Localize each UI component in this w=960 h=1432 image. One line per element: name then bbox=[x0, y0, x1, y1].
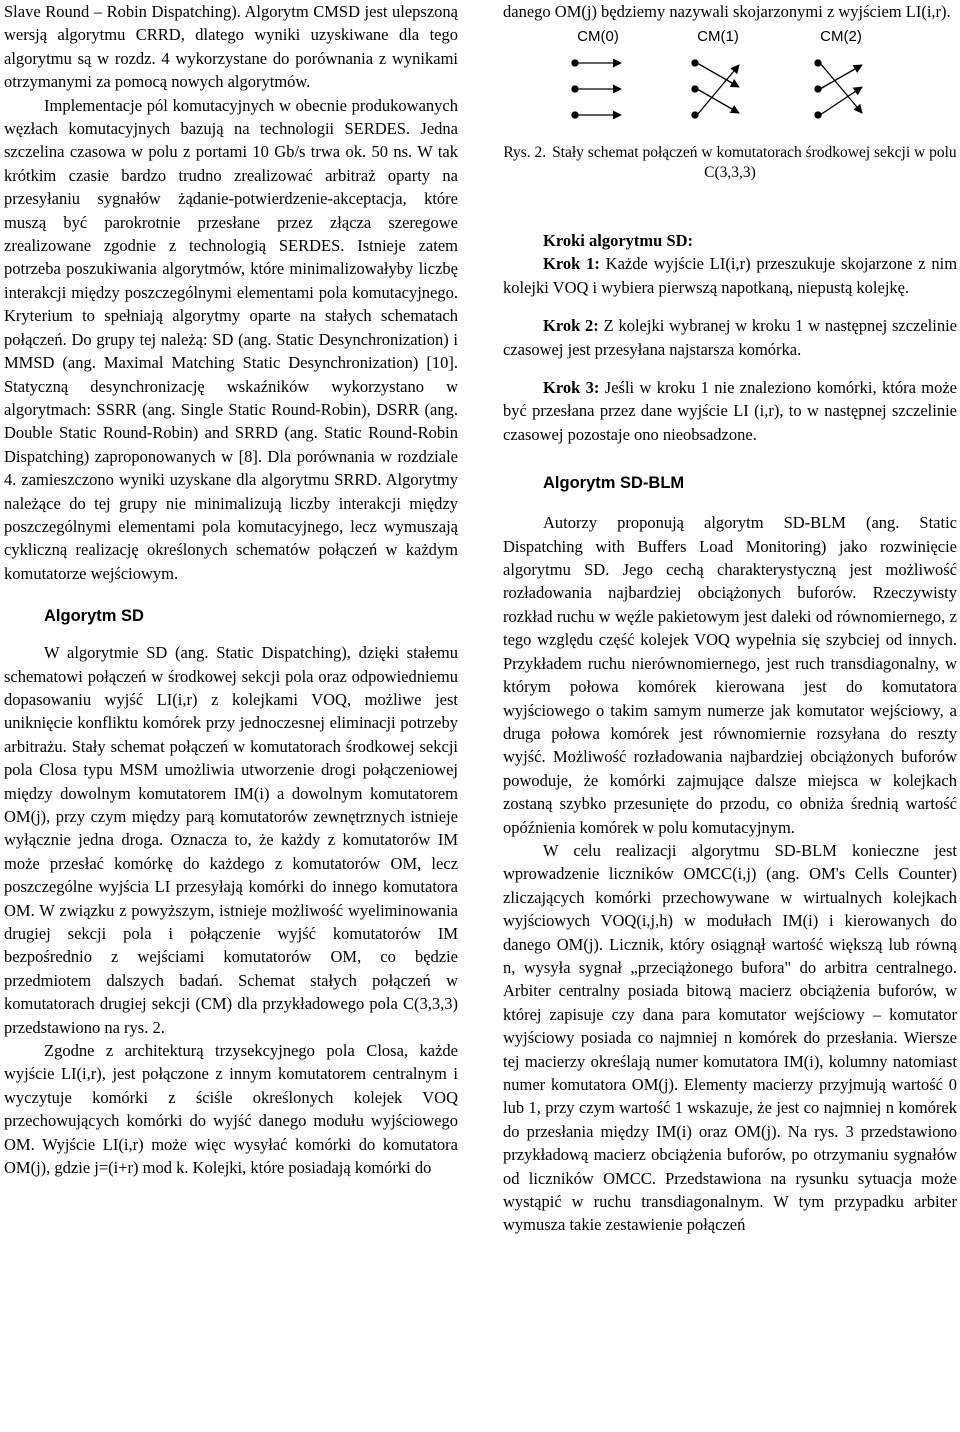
step-2 bbox=[503, 314, 957, 361]
step-3 bbox=[503, 376, 957, 446]
cm0-label: CM(0) bbox=[577, 28, 619, 46]
cm-connection-diagram bbox=[563, 27, 943, 141]
paragraph-sd-blm-intro: Autorzy proponują algorytm SD-BLM (ang. Static Dispatching with Buffers Load Monitoring) jako rozwinięcie algorytmu SD. Jego cechą charakterystyczną jest możliwość rozładowania najbardziej obciążonych buforów. Rzeczywisty rozkład ruchu w węźle pakietowym jest daleki od równomiernego, z tego względu część kolejek VOQ wypełnia się szybciej od innych. Przykładem ruchu nierównomiernego, jest ruch transdiagonalny, w którym połowa komórek kierowana jest do komutatora wyjściowego o takim samym numerze jak komutator wejściowy, a druga połowa komórek jest równomiernie rozsyłana do reszty wyjść. Możliwość rozładowania najbardziej obciążonych buforów powoduje, że komórki zajmujące dalsze miejsca w kolejkach zostaną szybko przesunięte do przodu, co obniża średnią wartość opóźnienia komórek w polu komutacyjnym. bbox=[503, 513, 957, 837]
cm2-switch bbox=[815, 60, 862, 118]
paragraph-omcc: W celu realizacji algorytmu SD-BLM konieczne jest wprowadzenie liczników OMCC(i,j) (ang. OM's Cells Counter) zliczających komórki przechowywane w wirtualnych kolejkach wyjściowych VOQ(i,j,h) w modułach IM(i) i kierowanych do danego OM(j). Licznik, który osiągnął wartość większą lub równą n, wysyła sygnał „przeciążonego bufora" do arbitra centralnego. Arbiter centralny posiada bitową macierz obciążenia buforów, w której zapisuje czy dana para komutator wejściowy – komutator wyjściowy posiada co najmniej n komórek do przesłania. Wiersze tej macierzy określają numer komutatora IM(i), kolumny natomiast numer komutatora OM(j). Elementy macierzy przyjmują wartość 0 lub 1, przy czym wartość 1 wskazuje, że jest co najmniej n komórek do przesłania między IM(i) oraz OM(j). Na rys. 3 przedstawiono przykładową macierz obciążenia buforów, po otrzymaniu sygnałów od liczników OMCC. Przedstawiona na rysunku sytuacja może wystąpić w ruchu transdiagonalnym. W tym przypadku arbiter wymusza takie zestawienie połączeń bbox=[503, 840, 957, 1235]
spacer bbox=[503, 183, 957, 205]
paragraph-closa: Zgodne z architekturą trzysekcyjnego pola Closa, każde wyjście LI(i,r), jest połączone z innym komutatorem centralnym i wyczytuje komórki z ściśle określonych kolejek VOQ przechowujących komórki do wyjść danego modułu wyjściowego OM. Wyjście LI(i,r) może więc wysyłać komórki do komutatora OM(j), gdzie j=(i+r) mod k. Kolejki, które posiadają komórki do bbox=[4, 1041, 458, 1178]
cm2-label: CM(2) bbox=[820, 28, 862, 46]
left-column bbox=[4, 0, 458, 1180]
paragraph-continuation: Slave Round – Robin Dispatching). Algorytm CMSD jest ulepszoną wersją algorytmu CRRD, dlatego wyniki uzyskiwane dla tego algorytmu są w rozdz. 4 wykorzystane do porównania z wynikami otrzymanymi za pomocą nowych algorytmów. bbox=[4, 2, 458, 92]
right-column bbox=[503, 0, 957, 1237]
figure-caption-number: Rys. 2. bbox=[503, 144, 547, 162]
figure-caption-text: Stały schemat połączeń w komutatorach środkowej sekcji w polu C(3,3,3) bbox=[552, 144, 957, 182]
paragraph-serdes: Implementacje pól komutacyjnych w obecnie produkowanych węzłach komutacyjnych bazują na technologii SERDES. Jedna szczelina czasowa w polu z portami 10 Gb/s trwa ok. 50 ns. W tak krótkim czasie bardzo trudno zrealizować arbitraż oparty na przesyłaniu sygnałów żądanie-potwierdzenie-akceptacja, które muszą być parokrotnie przesłane przez złącza szeregowe zrealizowane zgodnie z technologią SERDES. Istnieje zatem potrzeba poszukiwania algorytmów, które minimalizowałyby liczbę interakcji między poszczególnymi elementami pola komutacyjnego. Kryterium to spełniają algorytmy oparte na stałych schematach połączeń. Do grupy tej należą: SD (ang. Static Desynchronization) i MMSD (ang. Maximal Matching Static Desynchronization) [10]. Statyczną desynchronizację wskaźników wykorzystano w algorytmach: SSRR (ang. Single Static Round-Robin), DSRR (ang. Double Static Round-Robin) and SRRD (ang. Static Round-Robin Dispatching) zaproponowanych w [8]. Dla porównania w rozdziale 4. zamieszczono wyniki uzyskane dla algorytmu SRRD. Algorytmy należące do tej grupy nie minimalizują liczby interakcji między poszczególnymi elementami pola komutacyjnego, lecz wymuszają cykliczną realizację określonych schematów połączeń w każdym komutatorze wejściowym. bbox=[4, 95, 458, 583]
cm0-switch bbox=[572, 60, 621, 118]
step-1 bbox=[503, 252, 957, 299]
step-2-label: Krok 2: bbox=[543, 316, 599, 336]
step-2-text: Z kolejki wybranej w kroku 1 w następnej szczelinie czasowej jest przesyłana najstarsza komórka. bbox=[503, 316, 958, 359]
heading-algorytm-sd-blm: Algorytm SD-BLM bbox=[543, 474, 685, 493]
step-3-label: Krok 3: bbox=[543, 378, 600, 398]
step-1-label: Krok 1: bbox=[543, 254, 600, 274]
heading-kroki-sd: Kroki algorytmu SD: bbox=[543, 231, 694, 251]
cm1-switch bbox=[692, 60, 739, 118]
figure-cm-diagram bbox=[563, 27, 943, 141]
step-3-text: Jeśli w kroku 1 nie znaleziono komórki, która może być przesłana przez dane wyjście LI (i,r), to w następnej szczelinie czasowej pozostaje ono nieobsadzone. bbox=[503, 378, 958, 444]
cm1-label: CM(1) bbox=[697, 28, 739, 46]
paragraph-sd-description: W algorytmie SD (ang. Static Dispatching), dzięki stałemu schematowi połączeń w środkowej sekcji pola oraz odpowiedniemu dopasowaniu wyjść LI(i,r) z kolejkami VOQ, możliwe jest uniknięcie konfliktu komórek przy jednoczesnej eliminacji potrzeby arbitrażu. Stały schemat połączeń w komutatorach środkowej sekcji pola Closa typu MSM umożliwia utworzenie drogi połączeniowej między dowolnym komutatorem IM(i) a dowolnym komutatorem OM(j), przy czym między parą komutatorów zewnętrznych istnieje wyłącznie jedna droga. Oznacza to, że każdy z komutatorów IM może przesłać komórkę do każdego z komutatorów OM, lecz poszczególne wyjścia LI przesyłają komórki do innego komutatora OM. W związku z powyższym, istnieje możliwość wyeliminowania drugiej sekcji pola i połączenie wyjść komutatorów IM bezpośrednio z wejściami komutatorów OM, co będzie przedmiotem dalszych badań. Schemat stałych połączeń w komutatorach drugiej sekcji (CM) dla przykładowego pola C(3,3,3) przedstawiono na rys. 2. bbox=[4, 643, 458, 1037]
paragraph-continuation-right: danego OM(j) będziemy nazywali skojarzonymi z wyjściem LI(i,r). bbox=[503, 2, 951, 21]
heading-algorytm-sd: Algorytm SD bbox=[44, 607, 144, 626]
step-1-text: Każde wyjście LI(i,r) przeszukuje skojarzone z nim kolejki VOQ i wybiera pierwszą napotkaną, niepustą kolejkę. bbox=[503, 254, 958, 297]
figure-caption bbox=[503, 143, 957, 183]
